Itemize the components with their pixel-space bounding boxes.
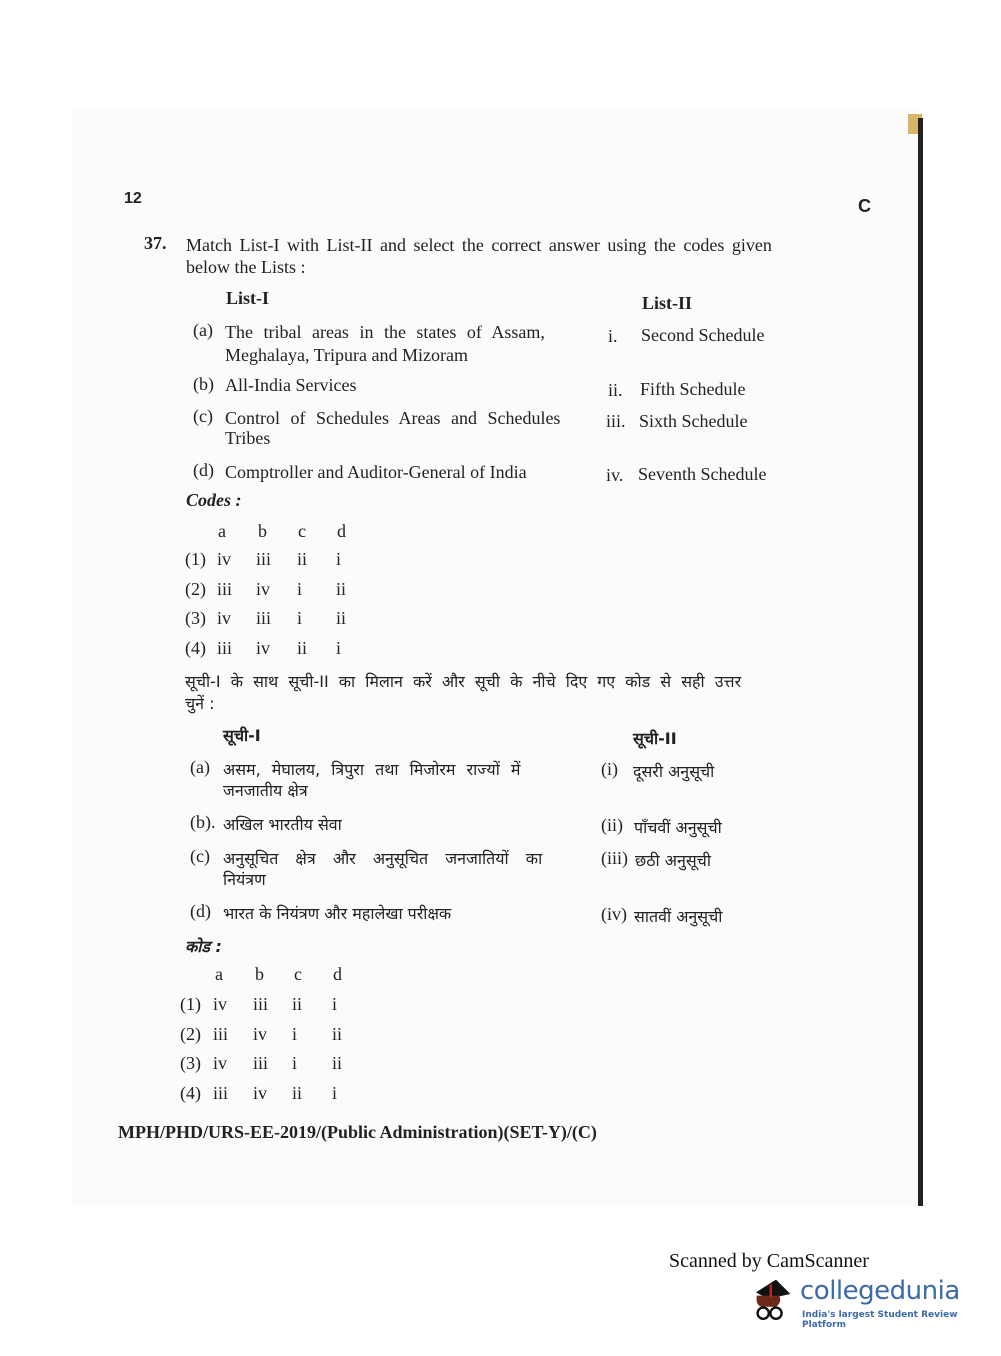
code-option-value: iv: [217, 549, 232, 569]
list1-title-hi: सूची-I: [223, 726, 261, 745]
code-option-value: ii: [336, 608, 347, 628]
question-text-hi-line2: चुनें :: [185, 694, 215, 713]
code-option-value: iii: [213, 1082, 229, 1103]
list1-hi-item-text: भारत के नियंत्रण और महालेखा परीक्षक: [223, 904, 452, 923]
list1-label: (a): [193, 320, 213, 340]
code-option-value: ii: [332, 1023, 343, 1044]
code-option-label: (2): [180, 1023, 201, 1044]
list2-item-text: Sixth Schedule: [639, 411, 748, 431]
codes-title: Codes :: [186, 490, 242, 510]
list2-hi-label: (iv): [601, 904, 627, 924]
code-header: d: [337, 521, 346, 541]
code-option-label: (2): [185, 578, 206, 599]
code-option-value: i: [297, 578, 303, 599]
code-option-label: (3): [185, 608, 206, 628]
list2-label: i.: [608, 326, 618, 346]
collegedunia-logo-text: collegedunia: [800, 1276, 960, 1306]
code-option-value: iv: [217, 608, 232, 628]
list1-hi-label: (a): [190, 757, 210, 777]
list1-hi-item-text: जनजातीय क्षेत्र: [223, 781, 308, 800]
code-option-value: iii: [217, 578, 233, 599]
list1-label: (c): [193, 406, 213, 426]
code-header: b: [255, 964, 264, 984]
code-header: c: [294, 964, 302, 984]
code-option-value: ii: [297, 637, 308, 658]
code-option-value: iv: [256, 578, 271, 599]
collegedunia-tagline: India's largest Student Review Platform: [802, 1310, 958, 1330]
list2-title-hi: सूची-II: [633, 729, 677, 748]
code-option-value: iv: [256, 637, 271, 658]
list2-hi-item-text: दूसरी अनुसूची: [633, 762, 715, 781]
list1-hi-label: (d): [190, 901, 211, 921]
list1-hi-label: (c): [190, 846, 210, 866]
code-header: d: [333, 964, 342, 984]
code-option-value: iii: [217, 637, 233, 658]
code-option-value: iii: [256, 549, 272, 569]
page-number: 12: [124, 190, 142, 207]
list2-hi-item-text: छठी अनुसूची: [635, 851, 711, 870]
code-option-value: iii: [256, 608, 272, 628]
list2-hi-label: (i): [601, 759, 618, 779]
question-text-line2: below the Lists :: [186, 257, 306, 277]
code-option-value: i: [336, 549, 342, 569]
code-option-value: ii: [292, 1082, 303, 1103]
code-option-value: i: [297, 608, 303, 628]
list1-item-text: Comptroller and Auditor-General of India: [225, 462, 527, 482]
list1-item-text: Meghalaya, Tripura and Mizoram: [225, 345, 468, 365]
list2-hi-label: (iii): [601, 848, 628, 868]
list1-title: List-I: [226, 288, 270, 308]
list2-hi-label: (ii): [601, 815, 623, 835]
set-code: C: [858, 196, 871, 216]
code-header: a: [218, 521, 226, 541]
question-text-hi-line1: सूची-I के साथ सूची-II का मिलान करें और सूची के नीचे दिए गए कोड से सही उत्तर: [185, 672, 742, 691]
question-text-line1: Match List-I with List-II and select the correct answer using the codes given: [186, 235, 772, 255]
footer-code: MPH/PHD/URS-EE-2019/(Public Administration)(SET-Y)/(C): [118, 1122, 597, 1142]
code-option-value: iv: [213, 994, 228, 1014]
code-header: b: [258, 521, 267, 541]
code-option-value: ii: [297, 549, 308, 569]
list2-item-text: Fifth Schedule: [640, 379, 746, 399]
code-option-label: (3): [180, 1053, 201, 1073]
list1-item-text: The tribal areas in the states of Assam,: [225, 322, 545, 342]
list1-hi-item-text: नियंत्रण: [223, 870, 266, 889]
code-option-label: (1): [180, 994, 201, 1014]
code-option-value: iii: [253, 994, 269, 1014]
list2-label: iii.: [606, 411, 626, 431]
code-header: a: [215, 964, 223, 984]
code-option-label: (1): [185, 549, 206, 569]
code-option-value: ii: [332, 1053, 343, 1073]
question-number: 37.: [144, 233, 167, 253]
list1-hi-item-text: असम, मेघालय, त्रिपुरा तथा मिजोरम राज्यों में: [223, 760, 521, 779]
list1-item-text: All-India Services: [225, 375, 357, 395]
list1-hi-item-text: अनुसूचित क्षेत्र और अनुसूचित जनजातियों का: [223, 849, 543, 868]
code-option-value: i: [292, 1053, 298, 1073]
list1-item-text: Control of Schedules Areas and Schedules: [225, 408, 561, 428]
code-option-value: i: [332, 1082, 338, 1103]
collegedunia-mascot-icon: [752, 1278, 792, 1326]
code-option-value: iii: [253, 1053, 269, 1073]
code-option-value: ii: [292, 994, 303, 1014]
code-option-value: iv: [253, 1023, 268, 1044]
list1-hi-label: (b).: [190, 812, 216, 832]
list2-item-text: Seventh Schedule: [638, 464, 767, 484]
list1-hi-item-text: अखिल भारतीय सेवा: [223, 815, 342, 834]
code-option-label: (4): [185, 637, 206, 658]
code-option-value: i: [292, 1023, 298, 1044]
code-option-value: ii: [336, 578, 347, 599]
list1-label: (d): [193, 460, 214, 480]
page-edge: [918, 118, 923, 1206]
list2-hi-item-text: सातवीं अनुसूची: [634, 907, 723, 926]
list1-item-text: Tribes: [225, 428, 271, 448]
code-option-value: iv: [213, 1053, 228, 1073]
code-option-label: (4): [180, 1082, 201, 1103]
list2-title: List-II: [642, 293, 693, 313]
code-option-value: i: [332, 994, 338, 1014]
code-option-value: iii: [213, 1023, 229, 1044]
code-option-value: i: [336, 637, 342, 658]
code-header: c: [298, 521, 306, 541]
list2-label: ii.: [608, 380, 623, 400]
codes-title-hi: कोड :: [185, 937, 222, 956]
camscanner-watermark: Scanned by CamScanner: [669, 1250, 869, 1272]
code-option-value: iv: [253, 1082, 268, 1103]
list2-label: iv.: [606, 465, 624, 485]
list1-label: (b): [193, 374, 214, 394]
list2-hi-item-text: पाँचवीं अनुसूची: [634, 818, 722, 837]
list2-item-text: Second Schedule: [641, 325, 765, 345]
